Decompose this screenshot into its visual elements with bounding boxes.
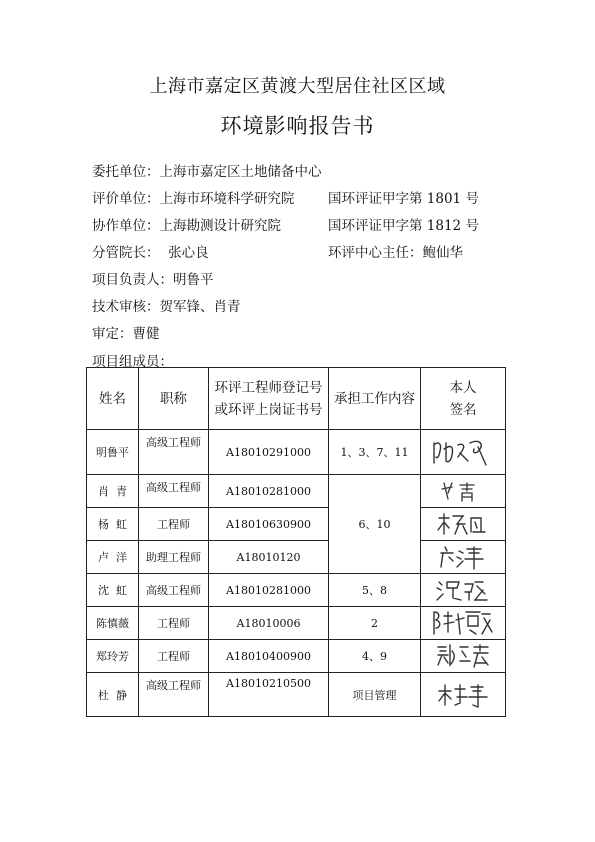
table-row	[87, 673, 506, 717]
report-title-line2: 环境影响报告书	[220, 114, 375, 138]
signature-image	[433, 510, 493, 538]
table-row	[87, 640, 506, 673]
cell-cert: A18010210500	[209, 673, 329, 717]
cell-title: 助理工程师	[139, 541, 209, 574]
cell-title: 高级工程师	[139, 430, 209, 475]
project-leader-line: 项目负责人：明鲁平	[92, 272, 214, 288]
cooperator-cert: 国环评证甲字第 1812 号	[328, 218, 479, 234]
cell-work: 1、3、7、11	[329, 430, 421, 475]
signature-image	[430, 608, 496, 638]
cell-name: 陈慎薇	[87, 607, 139, 640]
signature-cell	[421, 574, 506, 607]
cell-name: 肖 青	[87, 475, 139, 508]
table-row	[87, 541, 506, 574]
cell-cert: A18010281000	[209, 475, 329, 508]
table-row	[87, 508, 506, 541]
cell-work: 项目管理	[329, 673, 421, 717]
cell-work: 2	[329, 607, 421, 640]
cell-cert: A18010120	[209, 541, 329, 574]
signature-cell	[421, 640, 506, 673]
cell-title: 高级工程师	[139, 673, 209, 717]
header-signature	[421, 368, 506, 430]
table-header-row	[87, 368, 506, 430]
cell-name: 明鲁平	[87, 430, 139, 475]
members-table	[86, 367, 506, 717]
signature-image	[433, 576, 493, 604]
cell-cert: A18010400900	[209, 640, 329, 673]
signature-image	[428, 435, 498, 469]
table-row	[87, 430, 506, 475]
signature-cell	[421, 430, 506, 475]
signature-image	[432, 641, 494, 671]
signature-cell	[421, 673, 506, 717]
cell-name: 卢 洋	[87, 541, 139, 574]
signature-image	[438, 479, 488, 503]
cell-cert: A18010281000	[209, 574, 329, 607]
signature-image	[435, 543, 491, 571]
table-row	[87, 475, 506, 508]
header-reg-no-line2: 或环评上岗证书号	[214, 401, 323, 418]
approval-line: 审定：曹健	[92, 326, 160, 342]
cell-title: 高级工程师	[139, 475, 209, 508]
deputy-director-line: 分管院长： 张心良	[92, 245, 209, 261]
header-reg-no	[209, 368, 329, 430]
header-reg-no-line1: 环评工程师登记号	[214, 379, 323, 396]
cell-work: 5、8	[329, 574, 421, 607]
evaluator-line: 评价单位：上海市环境科学研究院	[92, 191, 295, 207]
signature-cell	[421, 475, 506, 508]
header-work-content: 承担工作内容	[329, 368, 421, 430]
tech-review-line: 技术审核：贺军锋、肖青	[92, 299, 241, 315]
cell-title: 工程师	[139, 607, 209, 640]
signature-cell	[421, 607, 506, 640]
table-row	[87, 607, 506, 640]
center-director-line: 环评中心主任：鲍仙华	[328, 245, 463, 261]
members-label: 项目组成员：	[92, 354, 173, 370]
cell-name: 杜 静	[87, 673, 139, 717]
report-title-line1: 上海市嘉定区黄渡大型居住社区区域	[149, 76, 446, 97]
signature-cell	[421, 541, 506, 574]
cell-name: 沈 虹	[87, 574, 139, 607]
cell-cert: A18010006	[209, 607, 329, 640]
commissioner-line: 委托单位：上海市嘉定区土地储备中心	[92, 164, 322, 180]
table-row	[87, 574, 506, 607]
evaluator-cert: 国环评证甲字第 1801 号	[328, 191, 479, 207]
cell-title: 工程师	[139, 508, 209, 541]
cell-work-merged: 6、10	[329, 475, 421, 574]
header-signature-line2: 签名	[449, 401, 477, 418]
cooperator-line: 协作单位：上海勘测设计研究院	[92, 218, 281, 234]
cell-name: 杨 虹	[87, 508, 139, 541]
signature-image	[435, 681, 491, 709]
cell-work: 4、9	[329, 640, 421, 673]
header-title: 职称	[139, 368, 209, 430]
cell-cert: A18010630900	[209, 508, 329, 541]
header-name: 姓名	[87, 368, 139, 430]
cell-cert: A18010291000	[209, 430, 329, 475]
cell-title: 工程师	[139, 640, 209, 673]
signature-cell	[421, 508, 506, 541]
cell-title: 高级工程师	[139, 574, 209, 607]
header-signature-line1: 本人	[449, 379, 477, 396]
cell-name: 郑玲芳	[87, 640, 139, 673]
